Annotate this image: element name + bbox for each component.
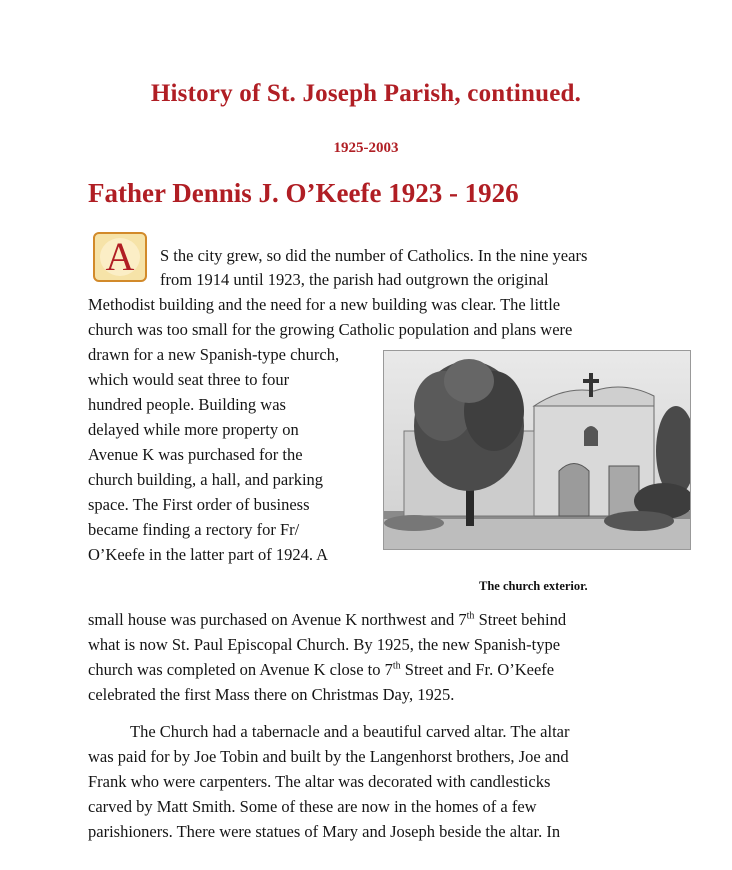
paragraph-line: Methodist building and the need for a new building was clear. The little [88, 295, 561, 314]
photo-caption: The church exterior. [479, 579, 588, 593]
paragraph-line: church building, a hall, and parking [88, 470, 324, 489]
paragraph-line [88, 610, 566, 630]
page-subtitle: 1925-2003 [333, 140, 399, 156]
text-span: Street behind [474, 610, 567, 629]
paragraph-line: Avenue K was purchased for the [88, 445, 303, 464]
paragraph-line: became finding a rectory for Fr/ [88, 520, 300, 539]
paragraph-line: Frank who were carpenters. The altar was decorated with candlesticks [88, 772, 551, 791]
paragraph-line: parishioners. There were statues of Mary and Joseph beside the altar. In [88, 822, 561, 841]
paragraph-line: O’Keefe in the latter part of 1924. A [88, 545, 329, 564]
paragraph-line [88, 660, 554, 680]
paragraph-line: was paid for by Joe Tobin and built by the Langenhorst brothers, Joe and [88, 747, 569, 766]
paragraph-line: church was too small for the growing Catholic population and plans were [88, 320, 573, 339]
drop-cap [93, 232, 147, 282]
church-illustration [384, 351, 690, 549]
page-title: History of St. Joseph Parish, continued. [150, 80, 582, 107]
paragraph-line: hundred people. Building was [88, 395, 286, 414]
text-span: small house was purchased on Avenue K northwest and 7 [88, 610, 467, 629]
paragraph-line: The Church had a tabernacle and a beautiful carved altar. The altar [130, 722, 570, 741]
paragraph-line: celebrated the first Mass there on Christmas Day, 1925. [88, 685, 455, 704]
paragraph-line: delayed while more property on [88, 420, 299, 439]
text-span: Street and Fr. O’Keefe [400, 660, 555, 679]
paragraph-line: carved by Matt Smith. Some of these are now in the homes of a few [88, 797, 537, 816]
section-heading: Father Dennis J. O’Keefe 1923 - 1926 [88, 178, 519, 208]
paragraph-line: which would seat three to four [88, 370, 290, 389]
paragraph-line: what is now St. Paul Episcopal Church. By 1925, the new Spanish-type [88, 635, 561, 654]
paragraph-line: drawn for a new Spanish-type church, [88, 345, 340, 364]
paragraph-line: S the city grew, so did the number of Catholics. In the nine years [160, 246, 588, 265]
superscript: th [466, 610, 475, 622]
superscript: th [392, 660, 401, 672]
paragraph-line: space. The First order of business [88, 495, 310, 514]
paragraph-line: from 1914 until 1923, the parish had outgrown the original [160, 270, 549, 289]
drop-cap-letter: A [105, 234, 135, 279]
text-span: church was completed on Avenue K close to 7 [88, 660, 393, 679]
church-exterior-photo [383, 350, 691, 550]
